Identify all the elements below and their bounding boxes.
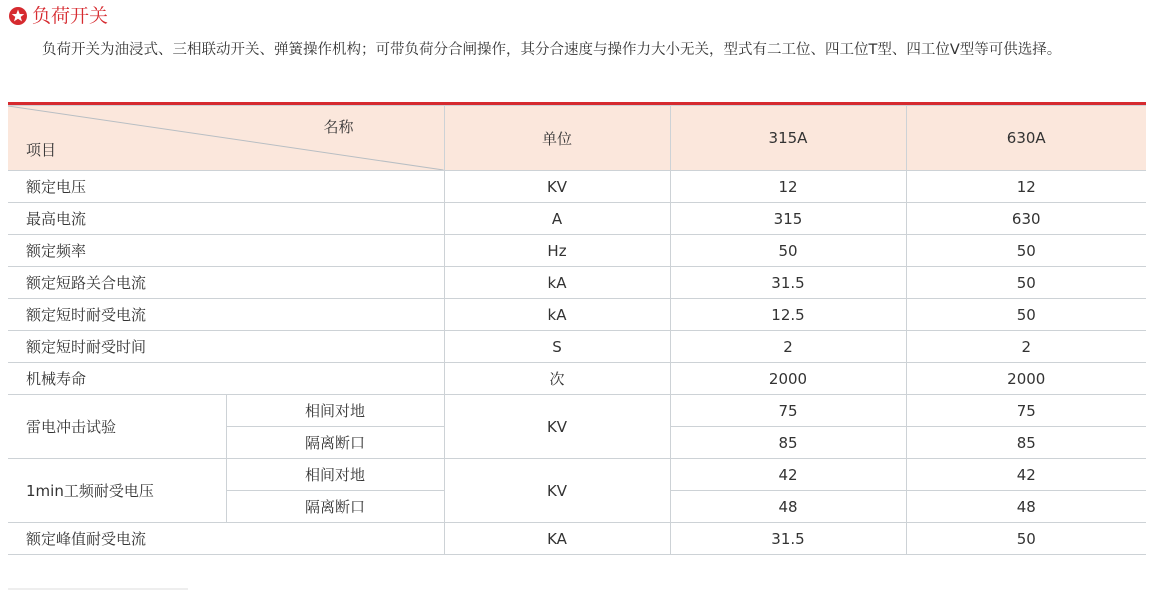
footer-divider bbox=[8, 588, 188, 590]
row-item: 额定电压 bbox=[8, 171, 444, 203]
table-row bbox=[8, 523, 1146, 555]
table-row bbox=[8, 395, 1146, 427]
row-unit: A bbox=[444, 203, 670, 235]
row-unit: kA bbox=[444, 299, 670, 331]
row-value-315a: 2000 bbox=[670, 363, 906, 395]
row-value-630a: 42 bbox=[906, 459, 1146, 491]
header-315a: 315A bbox=[670, 106, 906, 171]
row-item: 最高电流 bbox=[8, 203, 444, 235]
row-value-630a: 50 bbox=[906, 267, 1146, 299]
row-value-315a: 315 bbox=[670, 203, 906, 235]
header-630a: 630A bbox=[906, 106, 1146, 171]
row-value-630a: 85 bbox=[906, 427, 1146, 459]
row-value-315a: 85 bbox=[670, 427, 906, 459]
group-sub-label: 相间对地 bbox=[226, 459, 444, 491]
row-unit: KA bbox=[444, 523, 670, 555]
group-sub-label: 隔离断口 bbox=[226, 427, 444, 459]
row-item: 额定频率 bbox=[8, 235, 444, 267]
row-value-630a: 75 bbox=[906, 395, 1146, 427]
row-value-630a: 12 bbox=[906, 171, 1146, 203]
row-item: 额定峰值耐受电流 bbox=[8, 523, 444, 555]
group-sub-label: 隔离断口 bbox=[226, 491, 444, 523]
row-value-630a: 48 bbox=[906, 491, 1146, 523]
row-value-630a: 50 bbox=[906, 299, 1146, 331]
row-value-315a: 48 bbox=[670, 491, 906, 523]
group-unit: KV bbox=[444, 459, 670, 523]
row-value-630a: 50 bbox=[906, 523, 1146, 555]
intro-paragraph: 负荷开关为油浸式、三相联动开关、弹簧操作机构；可带负荷分合闸操作，其分合速度与操作力大小无关，型式有二工位、四工位T型、四工位V型等可供选择。 bbox=[42, 42, 1062, 58]
group-unit: KV bbox=[444, 395, 670, 459]
header-diagonal-cell bbox=[8, 106, 444, 171]
row-unit: S bbox=[444, 331, 670, 363]
spec-table-wrapper bbox=[8, 102, 1146, 555]
row-value-315a: 31.5 bbox=[670, 267, 906, 299]
header-name-label: 名称 bbox=[323, 118, 354, 136]
row-value-315a: 50 bbox=[670, 235, 906, 267]
group-sub-label: 相间对地 bbox=[226, 395, 444, 427]
row-value-630a: 630 bbox=[906, 203, 1146, 235]
header-item-label: 项目 bbox=[26, 141, 57, 159]
group-item: 雷电冲击试验 bbox=[8, 395, 226, 459]
table-header-row bbox=[8, 106, 1146, 171]
star-circle-icon bbox=[8, 6, 28, 26]
row-item: 机械寿命 bbox=[8, 363, 444, 395]
diagonal-line bbox=[8, 106, 444, 170]
table-row bbox=[8, 299, 1146, 331]
row-value-315a: 31.5 bbox=[670, 523, 906, 555]
table-row bbox=[8, 235, 1146, 267]
table-row bbox=[8, 171, 1146, 203]
row-value-315a: 75 bbox=[670, 395, 906, 427]
table-row bbox=[8, 459, 1146, 491]
row-value-630a: 2 bbox=[906, 331, 1146, 363]
row-item: 额定短路关合电流 bbox=[8, 267, 444, 299]
table-row bbox=[8, 331, 1146, 363]
row-unit: Hz bbox=[444, 235, 670, 267]
row-value-315a: 42 bbox=[670, 459, 906, 491]
section-title: 负荷开关 bbox=[32, 5, 109, 27]
row-item: 额定短时耐受电流 bbox=[8, 299, 444, 331]
row-item: 额定短时耐受时间 bbox=[8, 331, 444, 363]
row-unit: kA bbox=[444, 267, 670, 299]
section-title-row bbox=[8, 2, 108, 30]
row-unit: KV bbox=[444, 171, 670, 203]
row-value-315a: 12.5 bbox=[670, 299, 906, 331]
header-unit: 单位 bbox=[444, 106, 670, 171]
group-item: 1min工频耐受电压 bbox=[8, 459, 226, 523]
table-row bbox=[8, 267, 1146, 299]
row-value-315a: 12 bbox=[670, 171, 906, 203]
table-row bbox=[8, 203, 1146, 235]
row-value-315a: 2 bbox=[670, 331, 906, 363]
row-value-630a: 50 bbox=[906, 235, 1146, 267]
row-unit: 次 bbox=[444, 363, 670, 395]
row-value-630a: 2000 bbox=[906, 363, 1146, 395]
table-row bbox=[8, 363, 1146, 395]
spec-table bbox=[8, 105, 1146, 555]
